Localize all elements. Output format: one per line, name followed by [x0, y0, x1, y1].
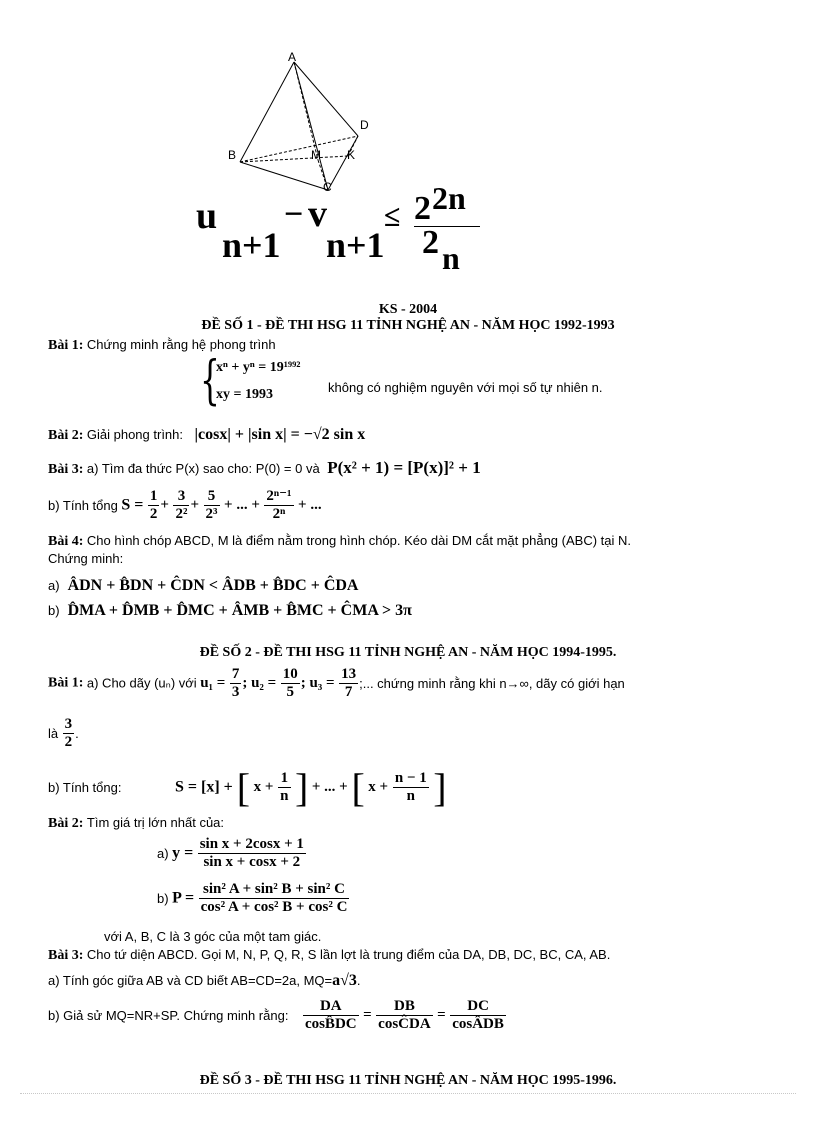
de1-bai1-tail: không có nghiệm nguyên với mọi số tự nhiên n. [328, 380, 603, 395]
label-A: A [288, 50, 297, 64]
de2-title: ĐỀ SỐ 2 - ĐỀ THI HSG 11 TỈNH NGHỆ AN - NĂM HỌC 1994-1995. [199, 645, 617, 660]
big-num-base: 2 [414, 190, 431, 227]
big-u: u [196, 195, 218, 237]
de1-bai3b: b) Tính tổng S = $\frac{1}{2}$ + $\frac{3}{\text{2²}}$ + $\frac{5}{\text{2³}}$ + ... + $\frac{\text{2ⁿ⁻¹}}{\text{2ⁿ}}$ + ... [48, 488, 322, 522]
de2-limit: là $\frac{3}{2}$ . [48, 716, 79, 750]
de2-bai2a: a) y = $\frac{\text{sin x + 2cosx + 1}}{\text{sin x + cosx + 2}}$ [157, 836, 304, 870]
label-D: D [360, 118, 369, 132]
de2-bai2b: b) P = $\frac{\text{sin² A + sin² B + sin² C}}{\text{cos² A + cos² B + cos² C}}$ [157, 881, 348, 915]
page-footer-rule [20, 1093, 796, 1094]
system-eq1: xⁿ + yⁿ = 19¹⁹⁹² [216, 360, 301, 375]
de1-bai4: Bài 4: Cho hình chóp ABCD, M là điểm nằm trong hình chóp. Kéo dài DM cắt mặt phẳng (ABC) tại N. [48, 533, 631, 549]
de1-bai3: Bài 3: a) Tìm đa thức P(x) sao cho: P(0) = 0 và P(x² + 1) = [P(x)]² + 1 [48, 458, 481, 477]
de2-bai3a: a) Tính góc giữa AB và CD biết AB=CD=2a, MQ=a√3. [48, 972, 361, 989]
de1-title: ĐỀ SỐ 1 - ĐỀ THI HSG 11 TỈNH NGHỆ AN - NĂM HỌC 1992-1993 [201, 318, 615, 333]
de3-title: ĐỀ SỐ 3 - ĐỀ THI HSG 11 TỈNH NGHỆ AN - NĂM HỌC 1995-1996. [199, 1073, 617, 1088]
big-formula [196, 180, 496, 281]
de2-bai2b-tail: với A, B, C là 3 góc của một tam giác. [104, 929, 322, 944]
big-sub1: n+1 [222, 225, 281, 265]
ks-year: KS - 2004 [378, 302, 438, 317]
big-minus: − [284, 196, 304, 233]
de1-bai1: Bài 1: Chứng minh rằng hệ phong trình [48, 337, 276, 353]
de1-bai4b: b) D̂MA + D̂MB + D̂MC + ÂMB + B̂MC + ĈMA > 3π [48, 602, 412, 619]
de2-bai3: Bài 3: Cho tứ diện ABCD. Gọi M, N, P, Q, R, S lần lợt là trung điểm của DA, DB, DC, BC, CA, AB. [48, 947, 611, 963]
label-K: K [347, 148, 356, 162]
de1-system [200, 351, 330, 411]
label-B: B [228, 148, 237, 162]
big-le: ≤ [384, 200, 401, 233]
de1-bai4-line2: Chứng minh: [48, 551, 124, 566]
system-brace: { [200, 351, 220, 411]
big-den-sub: n [442, 240, 460, 276]
big-v: v [308, 193, 327, 235]
system-eq2: xy = 1993 [216, 387, 273, 402]
de1-bai2: Bài 2: Giải phong trình: |cosx| + |sin x| = −√2 sin x [48, 426, 366, 443]
big-den-base: 2 [422, 224, 439, 261]
de2-bai1b: b) Tính tổng: S = [x] + [ x + $\frac{1}{n}$ ] + ... + [ x + $\frac{n - 1}{n}$ ] [48, 765, 447, 810]
label-C: C [323, 180, 332, 194]
de1-bai4a: a) ÂDN + B̂DN + ĈDN < ÂDB + B̂DC + ĈDA [48, 577, 359, 594]
big-num-exp: 2n [432, 180, 466, 216]
label-M: M [311, 148, 321, 162]
de2-bai2: Bài 2: Tìm giá trị lớn nhất của: [48, 815, 225, 831]
de2-bai3b: b) Giả sử MQ=NR+SP. Chứng minh rằng: $\frac{DA}{\cos B̂DC}$ = $\frac{DB}{\text{cosĈDA}}$ = $\frac{DC}{\text{cosÂDB}}$ [48, 998, 504, 1032]
de2-bai1: Bài 1: a) Cho dãy (uₙ) với u₁ = $\frac{7}{3}$ ; u₂ = $\frac{10}{5}$ ; u₃ = $\frac{13}{7}$ ;... chứng minh rằng khi n→∞, dãy có giới hạn [48, 666, 625, 700]
big-sub2: n+1 [326, 225, 385, 265]
